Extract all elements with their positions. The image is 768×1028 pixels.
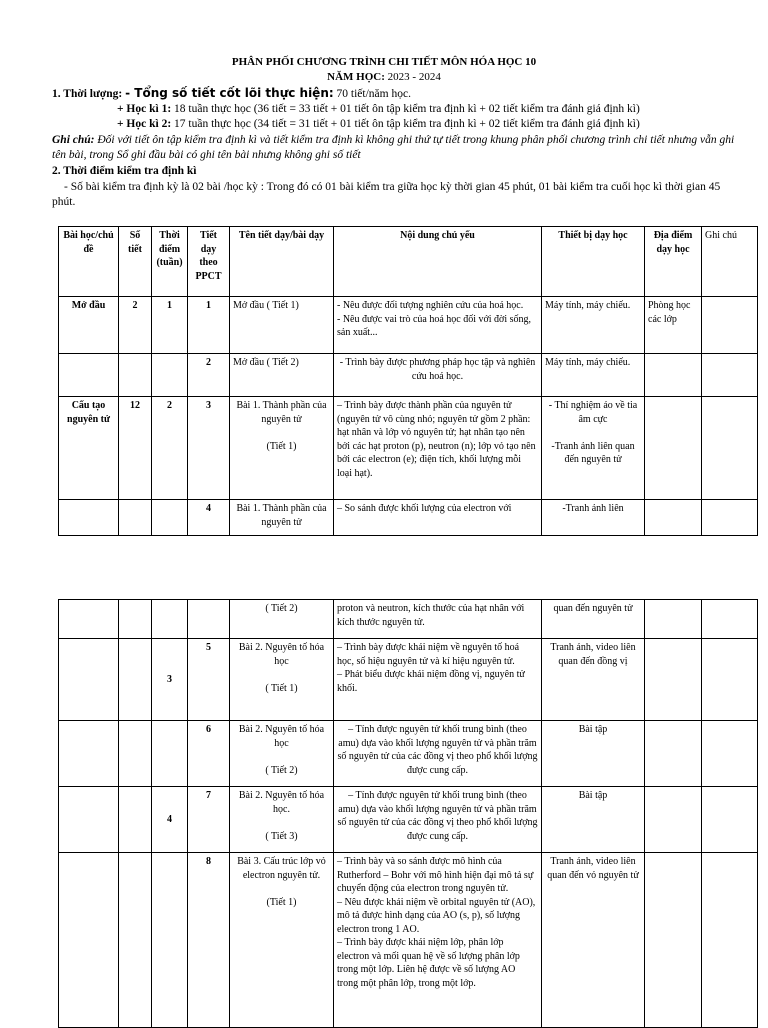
cell-place <box>645 853 702 1028</box>
time-label: 1. Thời lượng: <box>52 88 123 100</box>
cell-place <box>645 600 702 639</box>
cell-topic <box>59 721 119 787</box>
cell-count: 2 <box>119 297 152 354</box>
cell-week <box>152 853 188 1028</box>
cell-content: – Trình bày được khái niệm về nguyên tố hoá học, số hiệu nguyên tử và kí hiệu nguyên tử. – Phát biểu được khái niệm đồng vị, nguyên tử khối. <box>334 639 542 721</box>
cell-note <box>702 600 758 639</box>
cell-place <box>645 500 702 536</box>
cell-lesson: Bài 2. Nguyên tố hóa học. ( Tiết 3) <box>230 787 334 853</box>
cell-note <box>702 787 758 853</box>
semester-1-label: + Học kì 1: <box>117 103 172 115</box>
time-core-value: 70 tiết/năm học. <box>336 88 411 100</box>
header-topic: Bài học/chủ đề <box>59 227 119 297</box>
table-row <box>59 297 758 354</box>
exam-text: - Số bài kiểm tra định kỳ là 02 bài /học kỳ : Trong đó có 01 bài kiểm tra giữa học kỳ thời gian 45 phút, 01 bài kiểm tra cuối học kì thời gian 45 phút. <box>52 181 721 208</box>
cell-lesson: Mở đầu ( Tiết 2) <box>230 354 334 397</box>
cell-equipment: - Thí nghiệm ảo về tia âm cực -Tranh ảnh liên quan đến nguyên tử <box>542 397 645 500</box>
cell-place <box>645 787 702 853</box>
cell-equipment: Bài tập <box>542 787 645 853</box>
document-title: PHÂN PHỐI CHƯƠNG TRÌNH CHI TIẾT MÔN HÓA HỌC 10 <box>231 56 537 68</box>
cell-content: – Tính được nguyên tử khối trung bình (theo amu) dựa vào khối lượng nguyên tử và phần trăm số nguyên tử của các đồng vị theo phổ khối lượng được cung cấp. <box>334 721 542 787</box>
cell-place: Phòng học các lớp <box>645 297 702 354</box>
semester-1-line <box>117 102 640 117</box>
cell-note <box>702 721 758 787</box>
semester-2-label: + Học kì 2: <box>117 118 172 130</box>
cell-lesson: Bài 1. Thành phần của nguyên tử (Tiết 1) <box>230 397 334 500</box>
school-year <box>0 71 768 83</box>
cell-content: – Tính được nguyên tử khối trung bình (theo amu) dựa vào khối lượng nguyên tử và phần trăm số nguyên tử của các đồng vị theo phổ khối lượng được cung cấp. <box>334 787 542 853</box>
cell-count <box>119 787 152 853</box>
cell-lesson: Mở đầu ( Tiết 1) <box>230 297 334 354</box>
cell-week <box>152 500 188 536</box>
cell-content: - Nêu được đối tượng nghiên cứu của hoá học. - Nêu được vai trò của hoá học đối với đời sống, sản xuất... <box>334 297 542 354</box>
time-line <box>52 86 411 102</box>
header-equipment: Thiết bị dạy học <box>542 227 645 297</box>
time-core-label: - Tổng số tiết cốt lõi thực hiện: <box>125 86 334 100</box>
cell-ppct: 6 <box>188 721 230 787</box>
cell-content: – So sánh được khối lượng của electron với <box>334 500 542 536</box>
cell-ppct: 5 <box>188 639 230 721</box>
cell-content: – Trình bày và so sánh được mô hình của Rutherford – Bohr với mô hình hiện đại mô tả sự chuyển động của electron trong nguyên tử. – Nêu được khái niệm về orbital nguyên tử (AO), mô tả được hình dạng của AO (s, p), số lượng electron trong 1 AO. – Trình bày được khái niệm lớp, phân lớp electron và mối quan hệ về số lượng phân lớp trong một lớp. Liên hệ được về số lượng AO trong một phân lớp, trong một lớp. <box>334 853 542 1028</box>
cell-equipment: Tranh ảnh, video liên quan đến vỏ nguyên tử <box>542 853 645 1028</box>
note-paragraph <box>52 133 742 163</box>
cell-place <box>645 721 702 787</box>
curriculum-table-part-1 <box>58 226 758 536</box>
table-row <box>59 853 758 1028</box>
cell-equipment: quan đến nguyên tử <box>542 600 645 639</box>
cell-topic <box>59 639 119 721</box>
header-note: Ghi chú <box>702 227 758 297</box>
cell-week <box>152 600 188 639</box>
cell-place <box>645 639 702 721</box>
school-year-value: 2023 - 2024 <box>387 71 441 83</box>
exam-heading: 2. Thời điểm kiểm tra định kì <box>52 165 197 177</box>
cell-count <box>119 721 152 787</box>
cell-week: 4 <box>152 787 188 853</box>
cell-ppct <box>188 600 230 639</box>
table-row <box>59 500 758 536</box>
cell-note <box>702 639 758 721</box>
cell-count <box>119 853 152 1028</box>
note-text: Đối với tiết ôn tập kiểm tra định kì và tiết kiểm tra định kì không ghi thứ tự tiết trong khung phân phối chương trình chi tiết nhưng vẫn ghi tên bài, trong Sổ ghi đầu bài có ghi tên bài nhưng không ghi số tiết <box>52 134 735 161</box>
table-header-row <box>59 227 758 297</box>
cell-lesson: Bài 2. Nguyên tố hóa học ( Tiết 1) <box>230 639 334 721</box>
cell-equipment: Tranh ảnh, video liên quan đến đồng vị <box>542 639 645 721</box>
table-row <box>59 397 758 500</box>
header-content: Nội dung chủ yếu <box>334 227 542 297</box>
cell-count <box>119 639 152 721</box>
cell-equipment: Máy tính, máy chiếu. <box>542 297 645 354</box>
cell-count <box>119 354 152 397</box>
cell-topic <box>59 500 119 536</box>
header-place: Địa điểm dạy học <box>645 227 702 297</box>
semester-1-text: 18 tuần thực học (36 tiết = 33 tiết + 01 tiết ôn tập kiểm tra định kì + 02 tiết kiểm tra đánh giá định kì) <box>174 103 640 115</box>
cell-content: - Trình bày được phương pháp học tập và nghiên cứu hoá học. <box>334 354 542 397</box>
cell-topic: Cấu tạo nguyên tử <box>59 397 119 500</box>
cell-equipment: Bài tập <box>542 721 645 787</box>
cell-week: 3 <box>152 639 188 721</box>
cell-ppct: 1 <box>188 297 230 354</box>
cell-week: 2 <box>152 397 188 500</box>
cell-note <box>702 853 758 1028</box>
cell-lesson: Bài 1. Thành phần của nguyên tử <box>230 500 334 536</box>
cell-ppct: 4 <box>188 500 230 536</box>
cell-content: – Trình bày được thành phần của nguyên tử (nguyên tử vô cùng nhỏ; nguyên tử gồm 2 phần: hạt nhân và lớp vỏ nguyên tử; hạt nhân tạo nên bởi các hạt proton (p), neutron (n); lớp vỏ tạo nên bởi các electron (e); điện tích, khối lượng mỗi loại hạt). <box>334 397 542 500</box>
cell-content: proton và neutron, kích thước của hạt nhân với kích thước nguyên tử. <box>334 600 542 639</box>
cell-topic <box>59 853 119 1028</box>
school-year-label: NĂM HỌC: <box>327 71 385 83</box>
cell-place <box>645 397 702 500</box>
table-row <box>59 639 758 721</box>
cell-equipment: Máy tính, máy chiếu. <box>542 354 645 397</box>
cell-note <box>702 297 758 354</box>
cell-count <box>119 500 152 536</box>
table-row <box>59 354 758 397</box>
cell-topic <box>59 600 119 639</box>
semester-2-line <box>117 117 640 132</box>
cell-topic <box>59 354 119 397</box>
cell-topic: Mở đầu <box>59 297 119 354</box>
cell-lesson: ( Tiết 2) <box>230 600 334 639</box>
cell-note <box>702 397 758 500</box>
cell-equipment: -Tranh ảnh liên <box>542 500 645 536</box>
header-week: Thời điểm (tuần) <box>152 227 188 297</box>
table-row <box>59 600 758 639</box>
cell-topic <box>59 787 119 853</box>
cell-count <box>119 600 152 639</box>
cell-lesson: Bài 3. Cấu trúc lớp vỏ electron nguyên tử. (Tiết 1) <box>230 853 334 1028</box>
cell-note <box>702 354 758 397</box>
cell-note <box>702 500 758 536</box>
curriculum-table-part-2 <box>58 599 758 1028</box>
cell-ppct: 8 <box>188 853 230 1028</box>
cell-week: 1 <box>152 297 188 354</box>
cell-week <box>152 354 188 397</box>
table-row <box>59 787 758 853</box>
semester-2-text: 17 tuần thực học (34 tiết = 31 tiết + 01 tiết ôn tập kiểm tra định kì + 02 tiết kiểm tra đánh giá định kì) <box>174 118 640 130</box>
cell-lesson: Bài 2. Nguyên tố hóa học ( Tiết 2) <box>230 721 334 787</box>
header-ppct: Tiết dạy theo PPCT <box>188 227 230 297</box>
cell-place <box>645 354 702 397</box>
cell-ppct: 7 <box>188 787 230 853</box>
cell-count: 12 <box>119 397 152 500</box>
header-count: Số tiết <box>119 227 152 297</box>
header-lesson: Tên tiết dạy/bài dạy <box>230 227 334 297</box>
cell-week <box>152 721 188 787</box>
note-label: Ghi chú: <box>52 134 95 146</box>
cell-ppct: 2 <box>188 354 230 397</box>
table-row <box>59 721 758 787</box>
cell-ppct: 3 <box>188 397 230 500</box>
